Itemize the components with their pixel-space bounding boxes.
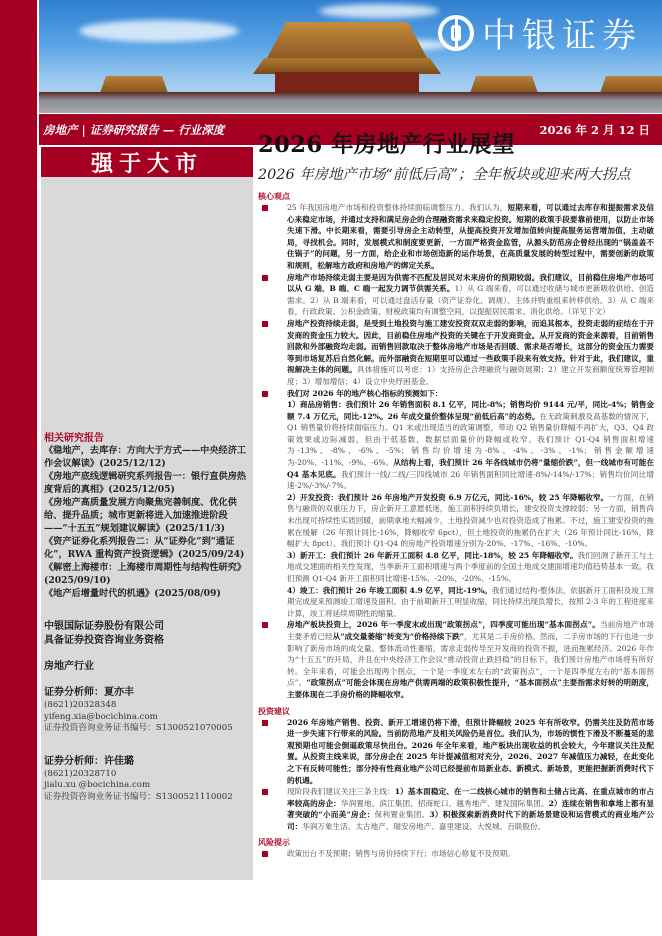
forecast-sales xyxy=(258,399,654,492)
related-report-link[interactable]: 《地产后增量时代的机遇》(2025/08/09) xyxy=(44,588,221,599)
report-subtitle: 2026 年房地产市场“前低后高”；全年板块或迎来两大拐点 xyxy=(258,167,631,183)
forecast-bold: 从结构上看，我们预计 26 年各线城市仍将“量缩价跌”，但一线城市有可能在 Q4 基本见底。 xyxy=(287,458,654,479)
analyst-card xyxy=(44,755,250,804)
bullet-text-bold: 房地产投资持续走弱，是受到土地投资与施工建安投资双双走弱的影响，而追其根本，投资走弱的症结在于开发商的资金压力较大。因此，目前稳住房地产投资的关键在于开发商资金。从开发商的资金来源看，目前销售回款和外部融资均走弱。而销售回款取决于整体房地产市场是否回暖、需求是否增长，这部分的资金压力需要等到市场复苏后自然化解。而外部融资在短期里可以通过一些政策手段来有效支持。针对于此，我们建议，重视解决主体的问题。 xyxy=(287,318,654,375)
bullet-text-bold: 房地产市场持续走弱主要是因为供需不匹配及居民对未来房价的预期较弱。我们建议，目前稳住房地产市场可以从 G 端、B 端、C 端一起发力调节供需关系。 xyxy=(287,272,654,294)
firm-qualification: 具备证券投资咨询业务资格 xyxy=(44,635,164,646)
core-bullet xyxy=(258,202,654,272)
related-report-link[interactable]: 《房地产高质量发展方向聚焦完善制度、优化供给、提升品质；城市更新将进入加速推进阶段——“十五五”规划建议解读》(2025/11/3) xyxy=(44,497,237,534)
core-bullet xyxy=(258,272,654,318)
forecast-text: 我们通过结构-整体法，依据新开工面积及竣工预期完成度来预测竣工增速及面积。由于前期新开工明显收缩，同比持续出现负增长，按照 2-3 年的工程进度来计算，竣工将延续周期性的缩量。 xyxy=(287,585,654,618)
forecast-investment xyxy=(258,492,654,550)
related-reports-heading: 相关研究报告 xyxy=(44,433,104,444)
bullet-square-icon xyxy=(262,321,268,327)
forecast-text: 在无政策刺激及高基数的情况下，Q1 销售量价将持续面临压力。Q1 末或出现适当的政策调整，带动 Q2 销售量价降幅不再扩大，Q3、Q4 政策效果或边际减弱，但由于低基数，数据层面量价的降幅或收窄。我们预计 Q1-Q4 销售面积增速为-13%、-8%、-6%、-5%；销售均价增速为-8%、-4%、-3%、-1%；销售金额增速为-20%、-11%、-9%、-6%。 xyxy=(287,411,654,468)
bullet-square-icon xyxy=(262,720,268,726)
risk-bullet xyxy=(258,848,654,860)
palace-roof xyxy=(267,22,427,58)
forecast-text: 我们回测了新开工与土地成交建面的相关性发现，当季新开工面积增速与两个季度前的全国土地成交建面增速均值趋势基本一致。我们预测 Q1-Q4 新开工面积同比增速-15%、-20%、-20%、-15%。 xyxy=(287,550,654,583)
firm-info xyxy=(44,620,250,648)
main-content xyxy=(258,124,654,860)
core-bullet xyxy=(258,388,654,400)
analyst-email[interactable]: jialu.xu @bocichina.com xyxy=(44,780,151,790)
bullet-square-icon xyxy=(262,275,268,281)
boc-logo-icon xyxy=(438,15,474,51)
bullet-square-icon xyxy=(262,789,268,795)
bullet-text-bold: “政策拐点”可能会体现在房地产供需两端的政策积极性提升，“基本面拐点”主要指需求好转的明朗度，主要体现在二手房价格的降幅收窄。 xyxy=(287,678,654,699)
brand-logo xyxy=(438,8,642,57)
analyst-email[interactable]: yifeng.xia@bocichina.com xyxy=(44,711,158,722)
bullet-text: 政策出台不及预期；销售与房价持续下行；市场信心修复不及预期。 xyxy=(287,849,515,859)
analyst-phone: (8621)20328710 xyxy=(44,768,117,779)
forecast-completions xyxy=(258,585,654,620)
forecast-text: 我们预计一线/二线/三四线城市 26 年销售面积同比增速-8%/-14%/-17%；销售均价同比增速-2%/-3%/-7%。 xyxy=(287,469,654,491)
forecast-bold: 4）竣工：我们预计 26 年竣工面积 4.9 亿平，同比-19%。 xyxy=(287,585,492,595)
bullet-square-icon xyxy=(262,622,268,628)
bullet-text: 25 年我国房地产市场和投资整体持续面临调整压力。我们认为， xyxy=(287,203,508,212)
report-date: 2026 年 2 月 12 日 xyxy=(539,122,650,137)
bullet-text: ，尤其是二手房价格。然而，二手房市场的下行也进一步影响了新房市场的成交量。整体流动性萎缩，需求走弱传导至开发商的投资不振，进而拖累经济。2026 年作为“十五五”的开局，并且在中央经济工作会议“推动投资止跌回稳”的目标下，我们预计房地产市场将有所好转。全年来看，可能会出现两个拐点，一个是一季度末左右的“政策拐点”，一个是四季度左右的“基本面拐点”。 xyxy=(287,631,654,688)
analyst-cert: 证券投资咨询业务证书编号：S1300521070005 xyxy=(44,723,233,733)
risk-heading: 风险提示 xyxy=(258,837,290,848)
bullet-text-bold: 1）基本面稳定、在一二线核心城市的销售和土储占比高、在重点城市的市占率较高的房企： xyxy=(287,787,655,808)
forecast-bold: 3）新开工：我们预计 26 年新开工面积 4.8 亿平，同比-18%，较 25 年降幅收窄。 xyxy=(287,550,578,560)
bullet-text-bold: 房地产板块投资上，2026 年一季度末或出现“政策拐点”，四季度可能出现“基本面拐点”。 xyxy=(287,620,600,630)
bullet-text: 当前房地产市场主要矛盾已经 xyxy=(287,620,654,641)
invest-bullet xyxy=(258,786,654,832)
analyst-name: 证券分析师：夏亦丰 xyxy=(44,687,134,698)
core-bullet xyxy=(258,619,654,700)
forecast-text: 一方面，在销售与融资的双重压力下，房企新开工意愿低迷，施工面积持续负增长，建安投资支撑较弱；另一方面，销售尚未出现可持续性实质回暖，前期拿地大幅减少，土地投资减少也对投资造成了拖累。不过，施工建安投资的拖累在缓解（26 年预计同比-16%，降幅收窄 6pct），但土地投资的拖累仍在扩大（26 年预计同比-16%，降幅扩大 8pct）。我们预计 Q1-Q4 的房地产投资增速分别为-20%、-17%、-16%、-10%。 xyxy=(287,492,654,549)
left-accent-stripe xyxy=(0,0,37,936)
bullet-text-bold: 2026 年房地产销售、投资、新开工增速仍将下滑，但预计降幅较 2025 年有所收窄。仍需关注及防范市场进一步失速下行带来的风险。当前防范地产及相关风险仍是首位。我们认为，市场的惯性下滑及不断蔓延的悲观预期也可能会倒逼政策尽快出台。2026 年全年来看，地产板块出现收益的机会较大，今年建议关注及配置。从投资主线来说，部分房企在 2025 年计提减值相对充分，2026、2027 年减值压力减轻，在此变化之下有反转可能性；部分持有性商业地产公司已经提前布局新业态、新模式、新场景，更能把握新消费时代下的机遇。 xyxy=(287,717,654,785)
bullet-text-bold: 短期来看，可以通过去库存和提振需求及信心来稳定市场，并通过支持和满足房企的合理融资需求来稳定投资。短期的政策手段要靠前使用，以防止市场失速下滑。中长期来看，需要引导房企主动转型，从提高投资开发增加值转向提高服务运营增加值，主动破局，寻找机会。同时，发展模式和制度要更新，一方面严格资金监管，从源头防范房企曾经出现的“锅盖盖不住锅子”的问题，另一方面，给企业和市场创造新的运作场景，在高质量发展的转型过程中，需要创新的政策和规则，松解地方政府和房地产的绑定关系。 xyxy=(287,203,655,270)
bullet-text: 现阶段我们建议关注三条主线： xyxy=(287,787,395,797)
forecast-bold: 1）商品房销售：我们预计 26 年销售面积 8.1 亿平，同比-8%；销售均价 9144 元/平，同比-4%；销售金额 7.4 万亿元，同比-12%。26 年成交量价整体呈现“前低后高”的态势。 xyxy=(287,400,654,421)
cloud xyxy=(319,4,439,18)
bullet-text: 华润万象生活、太古地产、瑞安房地产、嘉里建设、大悦城、百联股份。 xyxy=(302,821,546,831)
forecast-bold: 2）开发投资：我们预计 26 年房地产开发投资 6.9 万亿元，同比-16%，较 25 年降幅收窄。 xyxy=(287,492,609,502)
core-views-heading: 核心观点 xyxy=(258,191,290,201)
bullet-text-bold: 3）积极探索新消费时代下的新场景建设和运营模式的商业地产公司： xyxy=(287,810,654,831)
cover-banner-image xyxy=(39,0,662,113)
related-report-link[interactable]: 《资产证券化系列报告二：从“证券化”到“通证化”，RWA 重构资产投资逻辑》(2025/09/24) xyxy=(44,536,245,560)
bullet-square-icon xyxy=(262,205,268,211)
bullet-text: 华润置地、滨江集团、招商蛇口、越秀地产、建发国际集团。 xyxy=(340,798,549,808)
related-report-link[interactable]: 《房地产底线逻辑研究系列报告一：银行直供房热度背后的真相》(2025/12/05) xyxy=(44,471,247,495)
rating-badge: 强于大市 xyxy=(41,147,253,177)
analyst-phone: (8621)20328348 xyxy=(44,700,117,710)
brand-name: 中银证券 xyxy=(482,16,642,56)
forecast-new-starts xyxy=(258,550,654,585)
report-category: 房地产 | 证券研究报告 — 行业深度 xyxy=(43,122,225,137)
related-report-link[interactable]: 《稳地产，去库存：方向大于方式——中央经济工作会议解读》(2025/12/12) xyxy=(44,445,247,469)
analyst-card xyxy=(44,686,250,735)
bullet-text: 具体措施可以考虑：1）支持房企合理融资与融资展期；2）建立开发商额度统筹管理制度；3）增加增信；4）设立中央纾困基金。 xyxy=(287,365,654,386)
firm-name: 中银国际证券股份有限公司 xyxy=(44,621,164,632)
bullet-square-icon xyxy=(262,851,268,857)
palace-terrace xyxy=(39,92,662,113)
related-report-link[interactable]: 《解密上海楼市：上海楼市周期性与结构性研究》(2025/09/10) xyxy=(44,562,247,586)
investment-advice-heading: 投资建议 xyxy=(258,705,290,716)
bullet-text-bold: 2）连续在销售和拿地上都有显著突破的“小而美”房企： xyxy=(287,798,654,820)
report-title: 2026 年房地产行业展望 xyxy=(258,132,515,158)
core-bullet xyxy=(258,318,654,388)
analyst-name: 证券分析师：许佳璐 xyxy=(44,755,134,767)
analyst-cert: 证券投资咨询业务证书编号：S1300521110002 xyxy=(44,791,233,802)
bullet-text-bold: 从“成交量萎缩”转变为“价格持续下跌” xyxy=(332,631,465,641)
cloud xyxy=(79,20,239,42)
sidebar xyxy=(41,177,253,880)
sector-label: 房地产行业 xyxy=(44,661,94,672)
bullet-text: 保利置业集团。 xyxy=(374,810,430,820)
bullet-square-icon xyxy=(262,391,268,397)
bullet-text: 1）从 G 端来看，可以通过收储与城市更新吸收供给、创造需求。2）从 B 端来看，可以通过盘活存量（资产证券化、调规）、主体并购重组来转移供给。3）从 C 端来看，行政政策、公积金政策、财税政策均有调整空间，以提振居民需求、消化供给。（详见下文） xyxy=(287,284,654,317)
bullet-text-bold: 我们对 2026 年的地产核心指标的预测如下： xyxy=(287,388,443,398)
invest-bullet xyxy=(258,717,654,787)
